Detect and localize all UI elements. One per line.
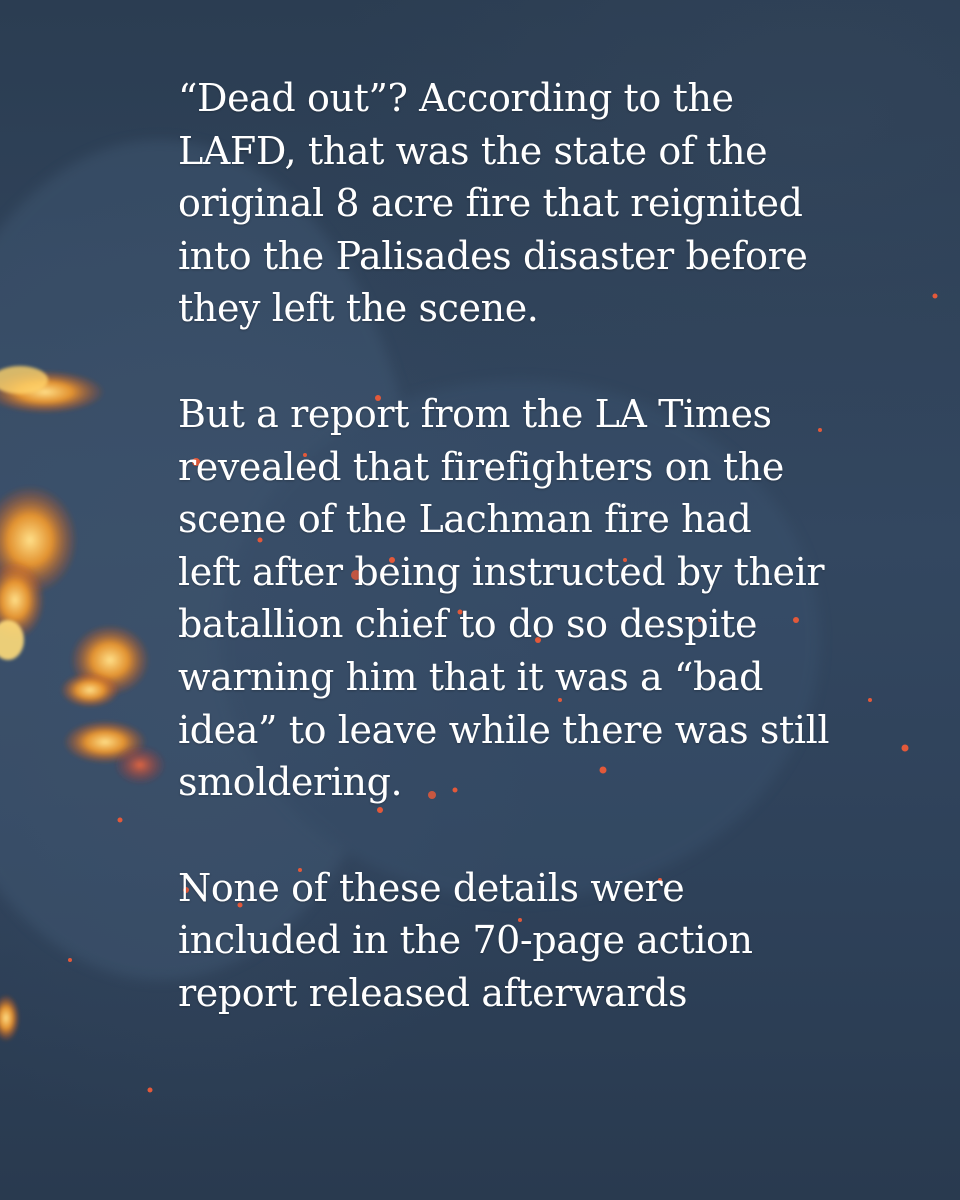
paragraph-la-times-report: But a report from the LA Times revealed that firefighters on the scene of the Lachman fire had left after being instructed by their batallion chief to do so despite warning him that it was a “bad idea” to leave while there was still smoldering. [178,391,830,805]
paragraph-dead-out: “Dead out”? According to the LAFD, that was the state of the original 8 acre fire that reignited into the Palisades disaster before they left the scene. [178,76,808,331]
post-text-block [178,72,918,1020]
paragraph-action-report: None of these details were included in the 70-page action report released afterwards [178,865,753,1015]
